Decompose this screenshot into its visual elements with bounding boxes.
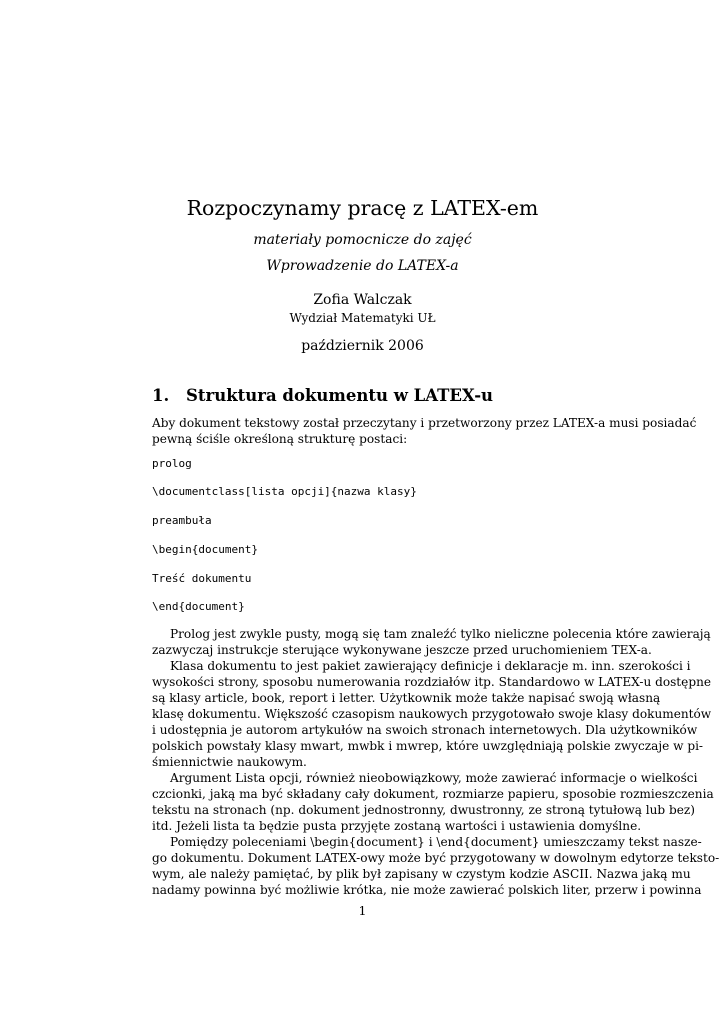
text-line: tekstu na stronach (np. dokument jednostronny, dwustronny, ze stroną tytułową lub bez)	[152, 803, 695, 817]
text-line: pewną ściśle określoną strukturę postaci:	[152, 432, 408, 446]
section-number: 1.	[152, 386, 170, 405]
text-line: Aby dokument tekstowy został przeczytany i przetworzony przez LATEX-a musi posiadać	[152, 416, 697, 430]
text-line: i udostępnia je autorom artykułów na swoich stronach internetowych. Dla użytkowników	[152, 723, 698, 737]
body-text	[152, 626, 720, 898]
code-line: \documentclass[lista opcji]{nazwa klasy}	[152, 485, 417, 498]
text-line: polskich powstały klasy mwart, mwbk i mwrep, które uwzględniają polskie zwyczaje w pi-	[152, 739, 704, 753]
document-course: Wprowadzenie do LATEX-a	[266, 258, 459, 274]
text-line: itd. Jeżeli lista ta będzie pusta przyjęte zostaną wartości i ustawienia domyślne.	[152, 819, 642, 833]
document-subtitle: materiały pomocnicze do zajęć	[253, 232, 472, 248]
text-line: zazwyczaj instrukcje sterujące wykonywane jeszcze przed uruchomieniem TEX-a.	[152, 643, 652, 657]
paragraph-prolog	[152, 626, 711, 658]
code-line: prolog	[152, 457, 192, 470]
text-line: Klasa dokumentu to jest pakiet zawierający definicje i deklaracje m. inn. szerokości i	[170, 659, 691, 673]
text-line: wysokości strony, sposobu numerowania rozdziałów itp. Standardowo w LATEX-u dostępne	[152, 675, 712, 689]
paragraph-options	[152, 770, 714, 834]
code-line: \end{document}	[152, 600, 245, 613]
author-name: Zofia Walczak	[313, 292, 412, 308]
text-line: nadamy powinna być możliwie krótka, nie może zawierać polskich liter, przerw i powinna	[152, 883, 702, 897]
text-line: Prolog jest zwykle pusty, mogą się tam znaleźć tylko nieliczne polecenia które zawierają	[170, 627, 711, 641]
document-date: październik 2006	[301, 338, 424, 354]
text-line: go dokumentu. Dokument LATEX-owy może być przygotowany w dowolnym edytorze teksto-	[152, 851, 720, 865]
text-line: wym, ale należy pamiętać, by plik był zapisany w czystym kodzie ASCII. Nazwa jaką mu	[152, 867, 691, 881]
text-line: czcionki, jaką ma być składany cały dokument, rozmiarze papieru, sposobie rozmieszczenia	[152, 787, 714, 801]
text-line: śmiennictwie naukowym.	[152, 755, 307, 769]
paragraph-document-class	[152, 658, 712, 770]
text-line: klasę dokumentu. Większość czasopism naukowych przygotowało swoje klasy dokumentów	[152, 707, 712, 721]
section-heading	[152, 386, 493, 405]
section-title: Struktura dokumentu w LATEX-u	[186, 386, 494, 405]
author-affiliation: Wydział Matematyki UŁ	[289, 311, 436, 325]
code-line: \begin{document}	[152, 543, 258, 556]
document-title: Rozpoczynamy pracę z LATEX-em	[186, 196, 539, 220]
intro-paragraph	[152, 415, 697, 447]
paragraph-document-body	[152, 834, 720, 898]
code-line: preambuła	[152, 514, 212, 527]
text-line: Pomiędzy poleceniami \begin{document} i \end{document} umieszczamy tekst nasze-	[170, 835, 702, 849]
text-line: są klasy article, book, report i letter. Użytkownik może także napisać swoją własną	[152, 691, 661, 705]
page-number: 1	[358, 903, 367, 918]
code-line: Treść dokumentu	[152, 572, 252, 585]
text-line: Argument Lista opcji, również nieobowiązkowy, może zawierać informacje o wielkości	[170, 771, 698, 785]
